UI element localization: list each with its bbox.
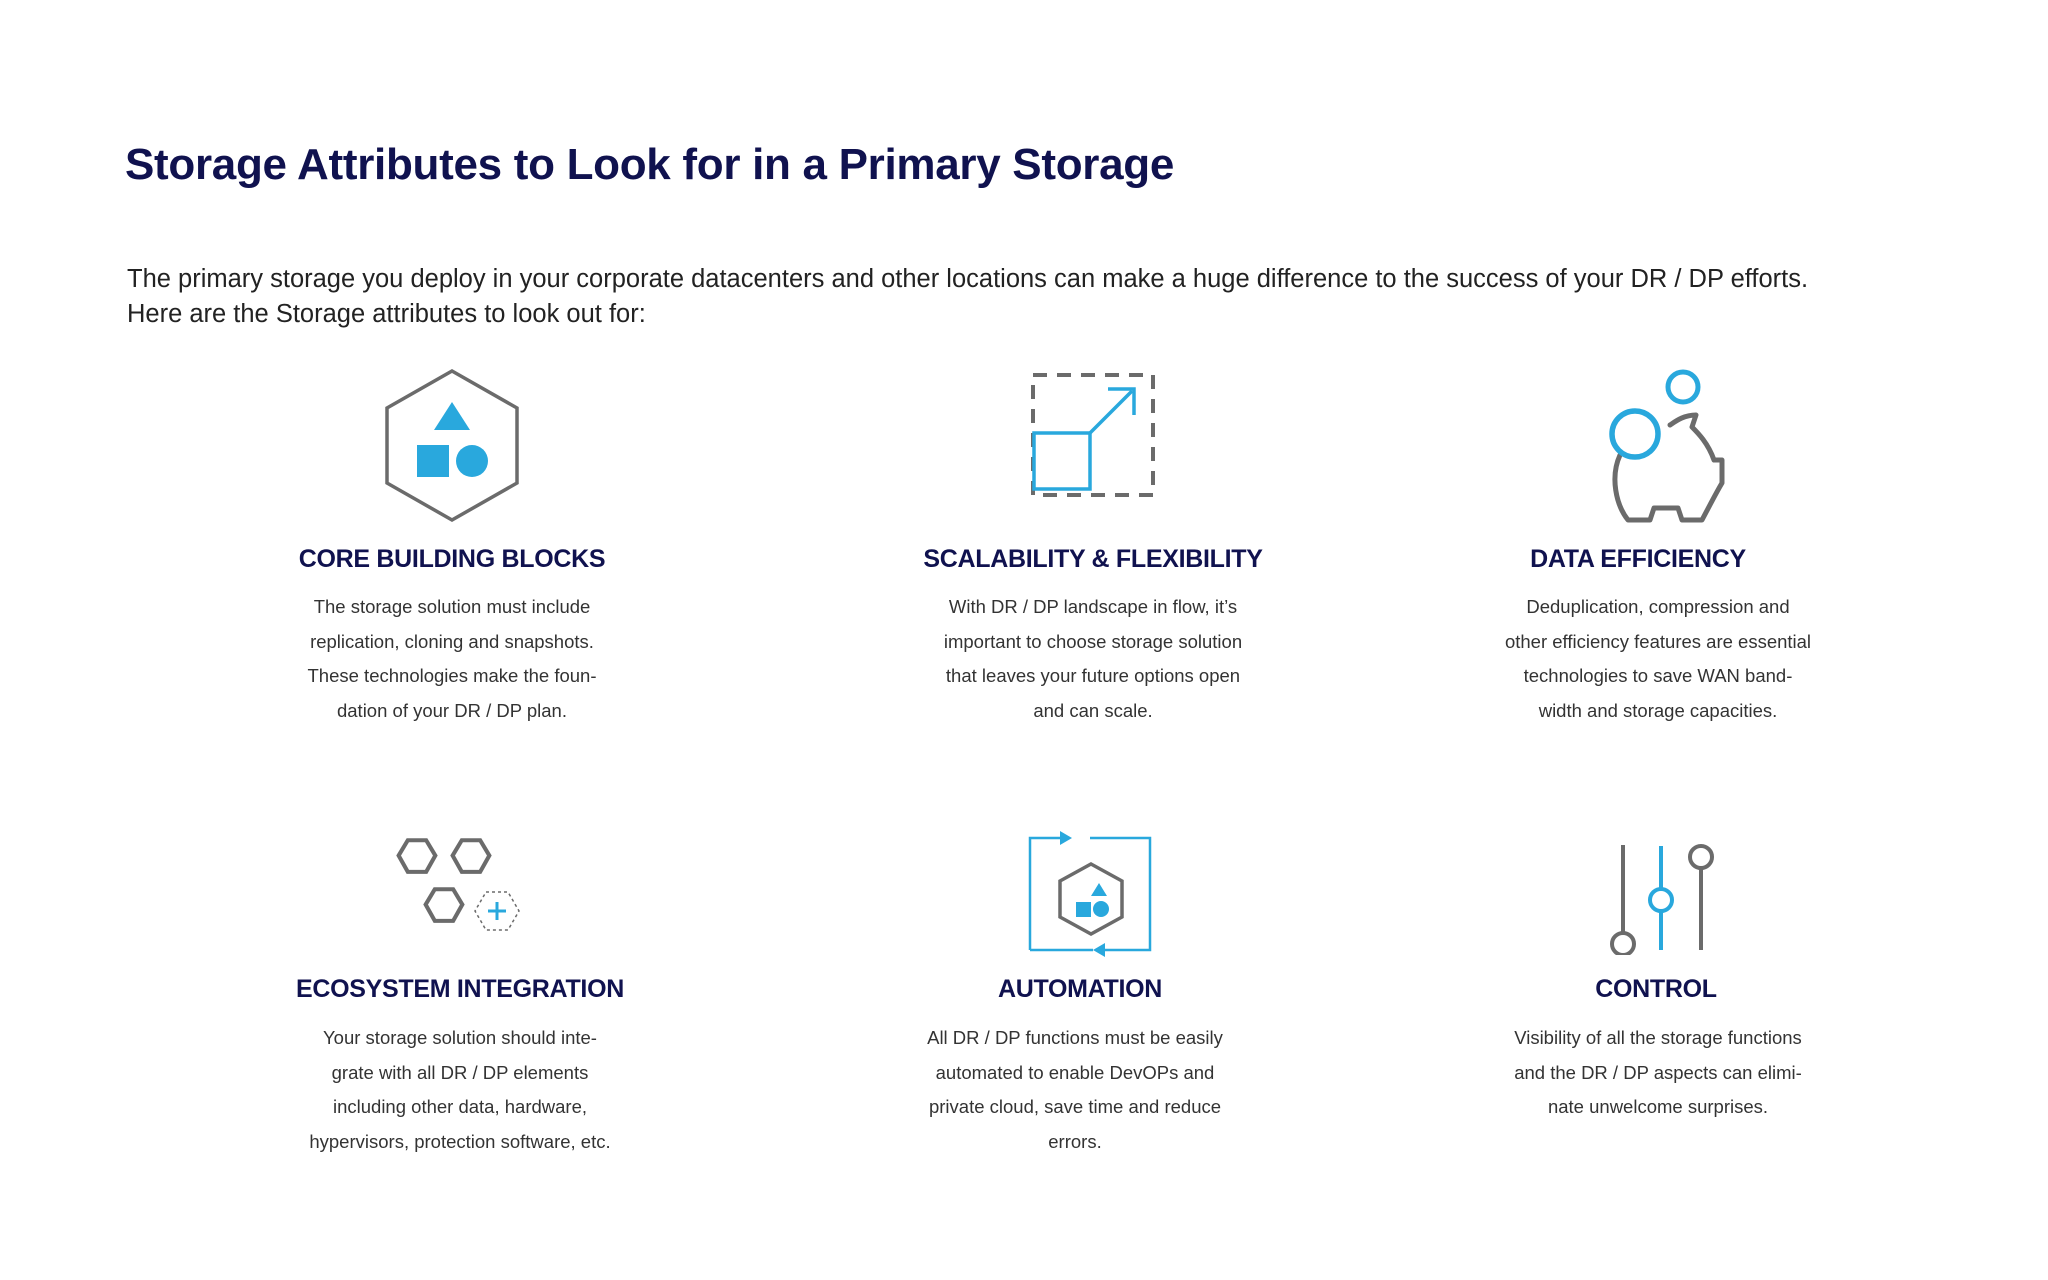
feature-description: All DR / DP functions must be easily automated to enable DevOPs and private cloud, save time and reduce errors. <box>927 1027 1223 1152</box>
feature-description: Your storage solution should inte- grate with all DR / DP elements including other data, hardware, hypervisors, protection software, etc. <box>309 1027 611 1152</box>
feature-title: ECOSYSTEM INTEGRATION <box>296 975 624 1003</box>
feature-description: Deduplication, compression and other efficiency features are essential technologies to save WAN band- width and storage capacities. <box>1504 596 1812 721</box>
feature-description: With DR / DP landscape in flow, it’s important to choose storage solution that leaves your future options open and can scale. <box>943 596 1243 721</box>
feature-description: The storage solution must include replication, cloning and snapshots. These technologies make the foun- dation of your DR / DP plan. <box>307 596 597 721</box>
feature-title: SCALABILITY & FLEXIBILITY <box>923 545 1263 573</box>
scale-arrow-icon <box>863 370 1323 500</box>
feature-title: DATA EFFICIENCY <box>1530 545 1746 573</box>
intro-paragraph <box>127 262 1927 332</box>
feature-description: Visibility of all the storage functions and the DR / DP aspects can elimi- nate unwelcome surprises. <box>1514 1027 1802 1117</box>
hexagon-cluster-icon <box>230 830 690 950</box>
piggy-bank-icon <box>1428 365 1888 535</box>
intro-line-2: Here are the Storage attributes to look out for: <box>127 300 646 328</box>
page-title: Storage Attributes to Look for in a Primary Storage <box>125 140 1175 189</box>
feature-title: AUTOMATION <box>997 975 1163 1003</box>
intro-line-1: The primary storage you deploy in your corporate datacenters and other locations can make a huge difference to the success of your DR / DP efforts. <box>127 265 1809 293</box>
sliders-icon <box>1428 840 1888 955</box>
automation-cycle-icon <box>855 830 1315 960</box>
feature-title: CONTROL <box>1595 975 1717 1003</box>
hexagon-shapes-icon <box>222 360 682 530</box>
feature-title: CORE BUILDING BLOCKS <box>298 545 606 573</box>
